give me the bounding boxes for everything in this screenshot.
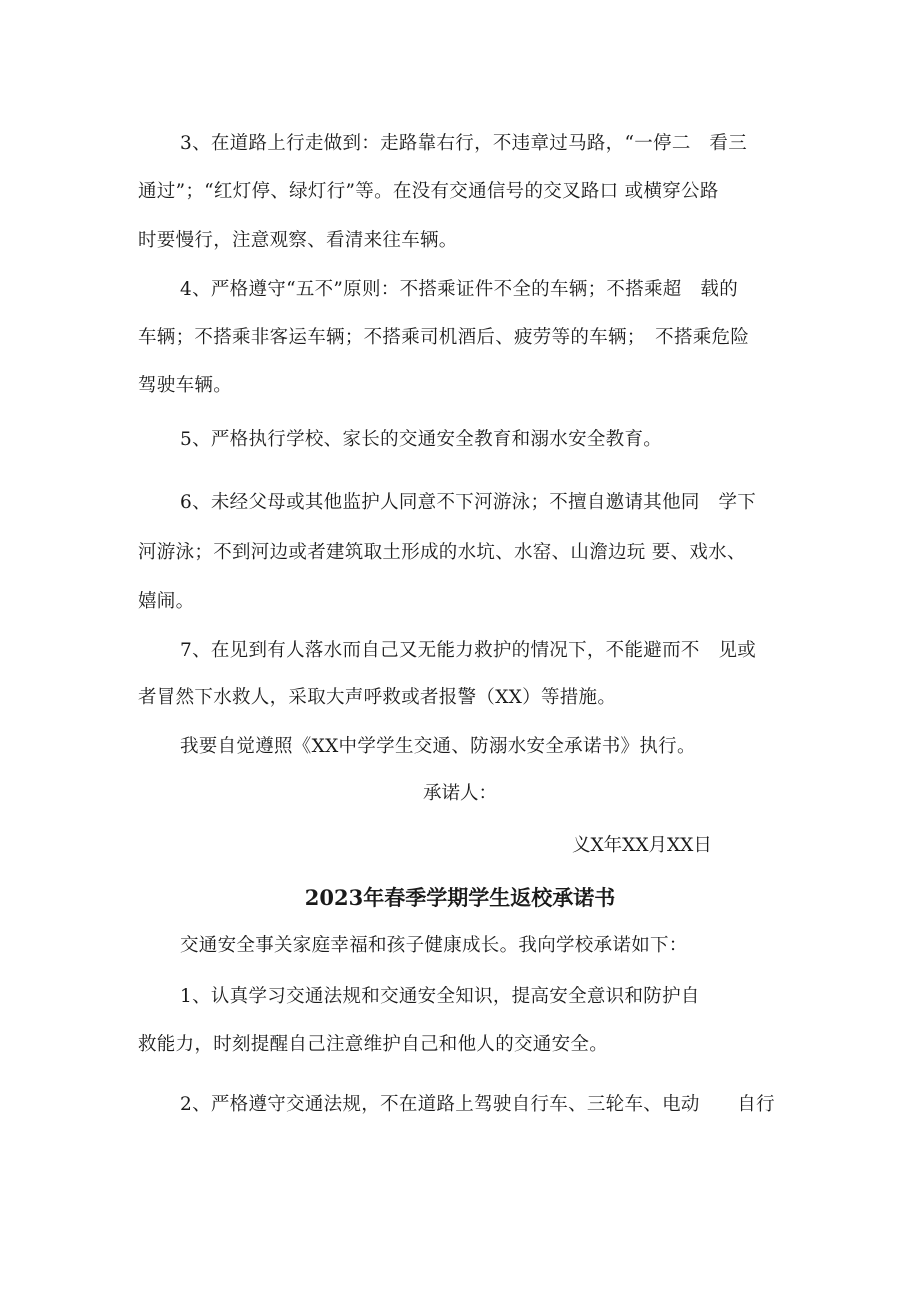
- intro-paragraph: 交通安全事关家庭幸福和孩子健康成长。我向学校承诺如下：: [180, 935, 688, 956]
- pledge1-line2: 救能力，时刻提醒自己注意维护自己和他人的交通安全。: [138, 1034, 609, 1055]
- item3-line1: 3、在道路上行走做到：走路靠右行，不违章过马路，“一停二 看三: [180, 133, 748, 154]
- pledge1-line1: 1、认真学习交通法规和交通安全知识，提高安全意识和防护自: [180, 986, 700, 1007]
- item7-line1: 7、在见到有人落水而自己又无能力救护的情况下，不能避而不 见或: [180, 640, 757, 661]
- pledge2-line1: 2、严格遵守交通法规，不在道路上驾驶自行车、三轮车、电动 自行: [180, 1094, 775, 1115]
- item6-line3: 嬉闹。: [138, 591, 195, 612]
- item4-line3: 驾驶车辆。: [138, 375, 233, 396]
- item6-line1: 6、未经父母或其他监护人同意不下河游泳；不擅自邀请其他同 学下: [180, 492, 757, 513]
- item5-line1: 5、严格执行学校、家长的交通安全教育和溺水安全教育。: [180, 429, 663, 450]
- item7-line2: 者冒然下水救人，采取大声呼救或者报警（XX）等措施。: [138, 687, 617, 708]
- signatory-label: 承诺人：: [422, 783, 497, 804]
- item4-line2: 车辆；不搭乘非客运车辆；不搭乘司机酒后、疲劳等的车辆； 不搭乘危险: [138, 327, 750, 348]
- item3-line3: 时要慢行，注意观察、看清来往车辆。: [138, 230, 458, 251]
- closing-statement: 我要自觉遵照《XX中学学生交通、防溺水安全承诺书》执行。: [180, 736, 696, 757]
- item6-line2: 河游泳；不到河边或者建筑取土形成的水坑、水窑、山澹边玩 要、戏水、: [138, 542, 746, 563]
- signature-date: 义X年XX月XX日: [572, 835, 712, 856]
- item3-line2: 通过”；“红灯停、绿灯行”等。在没有交通信号的交叉路口 或横穿公路: [138, 181, 719, 202]
- item4-line1: 4、严格遵守“五不”原则：不搭乘证件不全的车辆；不搭乘超 载的: [180, 279, 738, 300]
- document-title: 2023年春季学期学生返校承诺书: [304, 885, 616, 910]
